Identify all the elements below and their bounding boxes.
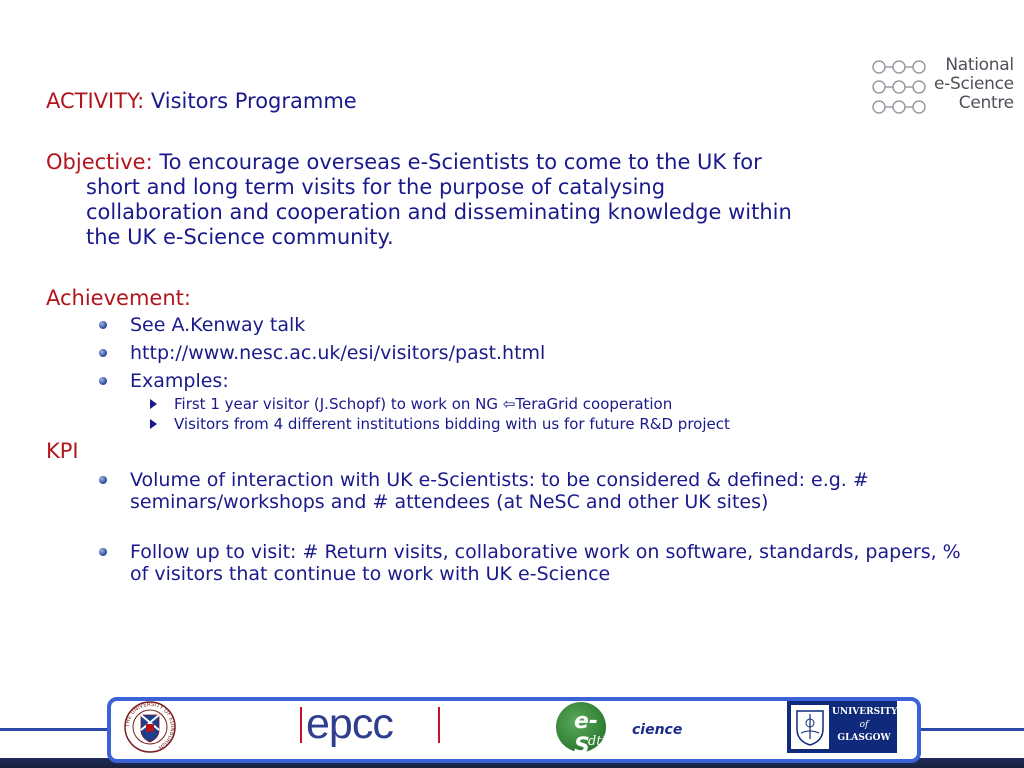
list-item (130, 314, 305, 336)
example-item-1: First 1 year visitor (J.Schopf) to work on NG ⇦TeraGrid cooperation (174, 395, 673, 413)
glasgow-line2: of (859, 720, 869, 730)
kpi-label: KPI (46, 439, 79, 463)
activity-heading (46, 88, 357, 114)
glasgow-wordmark (832, 706, 896, 745)
sub-list-item (174, 415, 730, 434)
arrow-right-icon (150, 399, 157, 409)
objective-paragraph (46, 150, 966, 250)
nesc-line2: e-Science (934, 74, 1014, 94)
achievement-label: Achievement: (46, 286, 191, 310)
achievement-item-3: Examples: (130, 370, 229, 392)
objective-text-line1: To encourage overseas e-Scientists to come to the UK for (159, 150, 762, 174)
kpi-item-1: Volume of interaction with UK e-Scientists: to be considered & defined: e.g. # seminars/workshops and # attendees (at NeSC and other UK sites) (130, 469, 869, 513)
bullet-icon (99, 548, 107, 556)
activity-label: ACTIVITY: (46, 89, 145, 113)
nesc-line3: Centre (958, 93, 1014, 113)
edinburgh-ring-text: THE UNIVERSITY OF EDINBURGH (124, 701, 176, 750)
list-item (130, 342, 545, 364)
list-item (130, 541, 980, 585)
glasgow-crest-icon (791, 705, 829, 749)
objective-text-line2: short and long term visits for the purpose of catalysing (86, 175, 666, 199)
example-item-2: Visitors from 4 different institutions bidding with us for future R&D project (174, 415, 730, 433)
epcc-bar-left (300, 707, 302, 743)
epcc-wordmark: epcc (306, 700, 393, 748)
bullet-icon (99, 476, 107, 484)
escience-dti: dti (588, 734, 606, 749)
arrow-right-icon (150, 419, 157, 429)
glasgow-line3: GLASGOW (837, 733, 891, 743)
circles-grid-icon (870, 58, 932, 116)
activity-value: Visitors Programme (150, 89, 357, 113)
sub-list-item (174, 395, 672, 414)
glasgow-logo (787, 701, 897, 753)
escience-word: cience (632, 722, 683, 738)
nesc-logo (870, 56, 1020, 118)
achievement-item-2: http://www.nesc.ac.uk/esi/visitors/past.html (130, 342, 546, 364)
list-item (130, 469, 980, 513)
list-item (130, 370, 229, 392)
glasgow-line1: UNIVERSITY (832, 707, 898, 717)
objective-text-line4: the UK e-Science community. (86, 225, 394, 249)
edinburgh-crest-icon (115, 700, 185, 754)
nesc-wordmark (934, 56, 1014, 113)
objective-text-line3: collaboration and cooperation and disseminating knowledge within (86, 200, 792, 224)
objective-label: Objective: (46, 150, 153, 174)
epcc-bar-right (438, 707, 440, 743)
nesc-line1: National (945, 55, 1014, 75)
kpi-item-2: Follow up to visit: # Return visits, collaborative work on software, standards, papers, % of visitors that continue to work with UK e-Science (130, 541, 961, 585)
epcc-logo (300, 702, 440, 748)
bullet-icon (99, 377, 107, 385)
escience-es: e-S (574, 709, 599, 759)
bullet-icon (99, 321, 107, 329)
achievement-item-1: See A.Kenway talk (130, 314, 306, 336)
bullet-icon (99, 349, 107, 357)
